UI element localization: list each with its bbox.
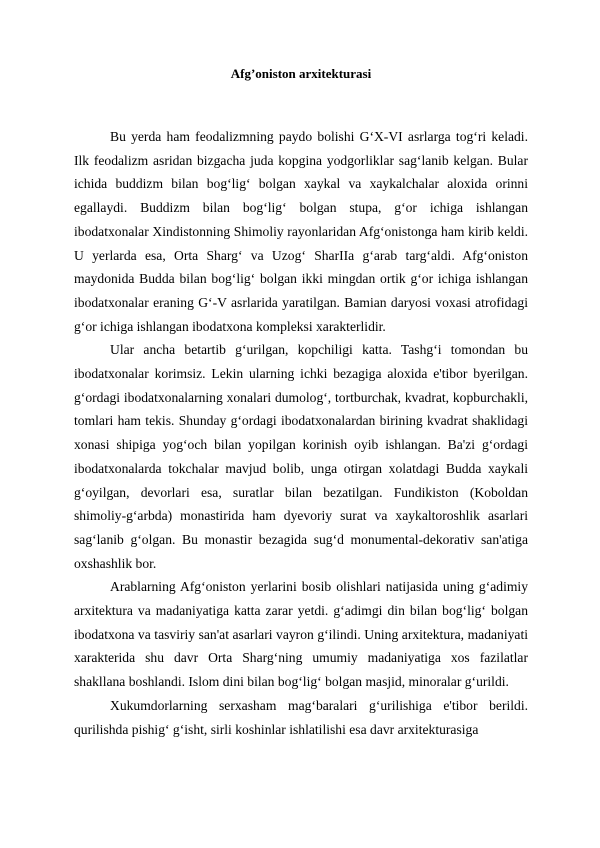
document-title: Afg’oniston arxitekturasi [230,66,372,81]
paragraph-2: Ular ancha betartib g‘urilgan, kopchiligi katta. Tashg‘i tomondan bu ibodatxonalar korimsiz. Lekin ularning ichki bezagiga aloxida e'tibor byerilgan. g‘ordagi ibodatxonalarning xonalari dumolog‘, tortburchak, kvadrat, kopburchakli, tomlari ham tekis. Shunday g‘ordagi ibodatxonalardan birining kvadrat shaklidagi xonasi shipiga yog‘och bilan yopilgan korinish oyib ishlangan. Ba'zi g‘ordagi ibodatxonalarda tokchalar mavjud bolib, unga otirgan xolatdagi Budda xaykali g‘oyilgan, devorlari esa, suratlar bilan bezatilgan. Fundikiston (Koboldan shimoliy-g‘arbda) monastirida ham dyevoriy surat va xaykaltoroshlik asarlari sag‘lanib g‘olgan. Bu monastir bezagida sug‘d monumental-dekorativ san'atiga oxshashlik bor. [74,342,528,571]
paragraph-1: Bu yerda ham feodalizmning paydo bolishi G‘X-VI asrlarga tog‘ri keladi. Ilk feodalizm asridan bizgacha juda kopgina yodgorliklar sag‘lanib kelgan. Bular ichida buddizm bilan bog‘lig‘ bolgan xaykal va xaykalchalar aloxida orinni egallaydi. Buddizm bilan bog‘lig‘ bolgan stupa, g‘or ichiga ishlangan ibodatxonalar Xindistonning Shimoliy rayonlaridan Afg‘onistonga ham kirib keldi. U yerlarda esa, Orta Sharg‘ va Uzog‘ SharIIa g‘arab targ‘aldi. Afg‘oniston maydonida Budda bilan bog‘lig‘ bolgan ikki mingdan ortik g‘or ichiga ishlangan ibodatxonalar eraning G‘-V asrlarida yaratilgan. Bamian daryosi voxasi atrofidagi g‘or ichiga ishlangan ibodatxona kompleksi xarakterlidir. [74,129,528,334]
paragraph-4: Xukumdorlarning serxasham mag‘baralari g‘urilishiga e'tibor berildi. qurilishda pishig‘ g‘isht, sirli koshinlar ishlatilishi esa davr arxitekturasiga [74,697,528,737]
paragraph-3: Arablarning Afg‘oniston yerlarini bosib olishlari natijasida uning g‘adimiy arxitektura va madaniyatiga katta zarar yetdi. g‘adimgi din bilan bog‘lig‘ bolgan ibodatxona va tasviriy san'at asarlari vayron g‘ilindi. Uning arxitektura, madaniyati xarakterida shu davr Orta Sharg‘ning umumiy madaniyatiga xos fazilatlar shakllana boshlandi. Islom dini bilan bog‘lig‘ bolgan masjid, minoralar g‘urildi. [74,579,528,690]
